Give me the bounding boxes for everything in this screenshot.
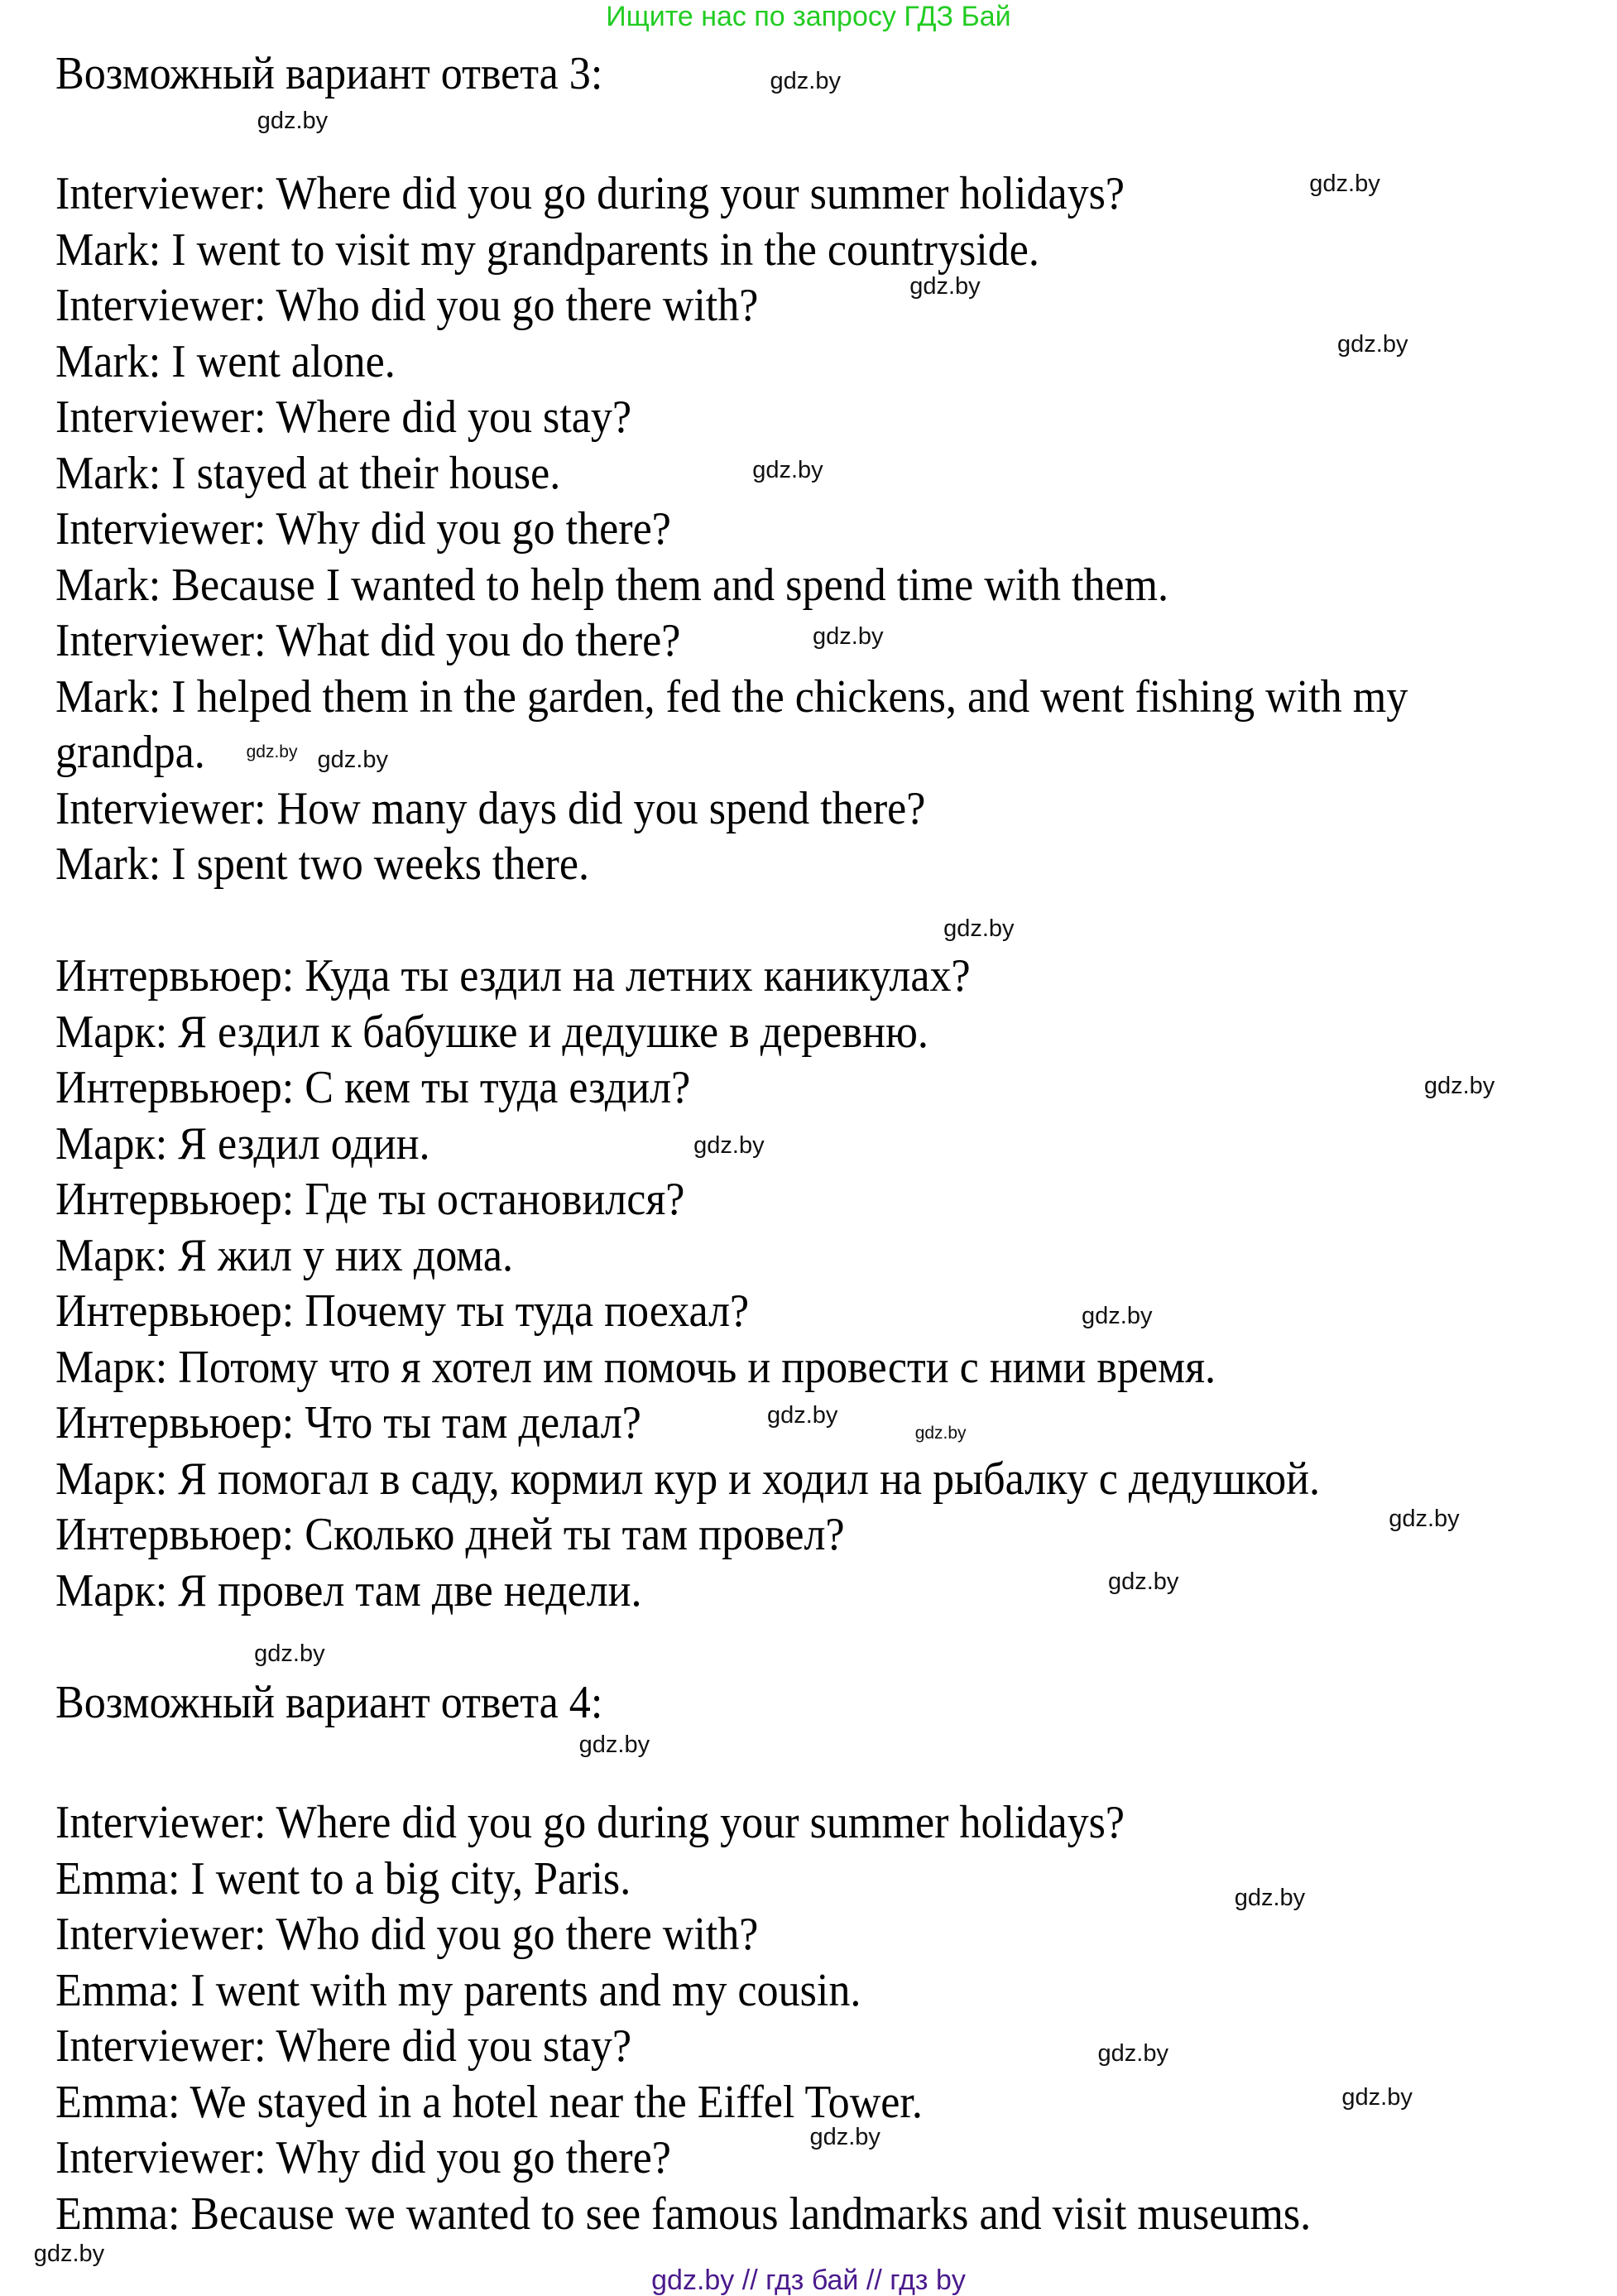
section-heading: Возможный вариант ответа 4: — [55, 1676, 603, 1728]
dialogue-line: Interviewer: Where did you go during your summer holidays? — [55, 1797, 1125, 1849]
watermark: gdz.by — [1389, 1505, 1460, 1532]
dialogue-line: Mark: I stayed at their house. — [55, 447, 561, 499]
dialogue-line: grandpa. — [55, 727, 205, 779]
watermark: gdz.by — [1423, 1073, 1495, 1100]
dialogue-line: Emma: We stayed in a hotel near the Eiffel Tower. — [55, 2076, 923, 2128]
dialogue-line: Interviewer: Who did you go there with? — [55, 280, 759, 332]
dialogue-line: Interviewer: Where did you stay? — [55, 2020, 632, 2073]
dialogue-line: Mark: I spent two weeks there. — [55, 838, 590, 891]
watermark: gdz.by — [257, 107, 329, 134]
dialogue-line: Interviewer: Who did you go there with? — [55, 1909, 759, 1961]
dialogue-line: Интервьюер: Сколько дней ты там провел? — [55, 1509, 845, 1561]
watermark: gdz.by — [33, 2240, 105, 2267]
watermark: gdz.by — [1097, 2040, 1169, 2068]
dialogue-line: Интервьюер: С кем ты туда ездил? — [55, 1062, 691, 1114]
watermark: gdz.by — [578, 1732, 650, 1759]
watermark: gdz.by — [1082, 1302, 1153, 1329]
dialogue-line: Mark: Because I wanted to help them and spend time with them. — [55, 559, 1169, 611]
search-banner: Ищите нас по запросу ГДЗ Бай — [606, 1, 1011, 32]
dialogue-line: Марк: Я помогал в саду, кормил кур и ходил на рыбалку с дедушкой. — [55, 1453, 1321, 1505]
dialogue-line: Interviewer: How many days did you spend there? — [55, 782, 926, 834]
dialogue-line: Interviewer: Why did you go there? — [55, 503, 671, 555]
dialogue-line: Mark: I went alone. — [55, 335, 396, 387]
dialogue-line: Марк: Я ездил к бабушке и дедушке в деревню. — [55, 1006, 928, 1058]
dialogue-line: Интервьюер: Что ты там делал? — [55, 1397, 641, 1449]
watermark: gdz.by — [770, 67, 841, 94]
dialogue-line: Интервьюер: Куда ты ездил на летних каникулах? — [55, 950, 971, 1002]
dialogue-line: Mark: I helped them in the garden, fed the chickens, and went fishing with my — [55, 670, 1408, 723]
dialogue-line: Emma: I went with my parents and my cousin. — [55, 1964, 861, 2016]
watermark: gdz.by — [1341, 2084, 1413, 2111]
dialogue-line: Interviewer: What did you do there? — [55, 615, 681, 667]
watermark: gdz.by — [752, 457, 823, 484]
watermark: gdz.by — [1309, 171, 1380, 197]
watermark: gdz.by — [317, 747, 388, 774]
dialogue-line: Марк: Я ездил один. — [55, 1117, 430, 1170]
watermark: gdz.by — [1234, 1884, 1306, 1911]
dialogue-line: Interviewer: Where did you go during your summer holidays? — [55, 168, 1125, 220]
dialogue-line: Марк: Я жил у них дома. — [55, 1229, 514, 1281]
dialogue-line: Interviewer: Where did you stay? — [55, 391, 632, 444]
footer-links[interactable]: gdz.by // гдз бай // гдз by — [651, 2265, 966, 2296]
watermark: gdz.by — [246, 742, 298, 762]
dialogue-line: Emma: I went to a big city, Paris. — [55, 1852, 631, 1905]
dialogue-line: Интервьюер: Почему ты туда поехал? — [55, 1285, 750, 1338]
dialogue-line: Марк: Я провел там две недели. — [55, 1564, 642, 1616]
watermark: gdz.by — [766, 1402, 838, 1429]
watermark: gdz.by — [1107, 1568, 1179, 1595]
section-heading: Возможный вариант ответа 3: — [55, 47, 603, 99]
watermark: gdz.by — [693, 1131, 765, 1159]
dialogue-line: Mark: I went to visit my grandparents in the countryside. — [55, 223, 1039, 276]
dialogue-line: Марк: Потому что я хотел им помочь и провести с ними время. — [55, 1341, 1216, 1393]
watermark: gdz.by — [909, 273, 981, 300]
dialogue-line: Interviewer: Why did you go there? — [55, 2132, 671, 2184]
watermark: gdz.by — [1337, 330, 1408, 358]
watermark: gdz.by — [809, 2124, 880, 2151]
dialogue-line: Emma: Because we wanted to see famous landmarks and visit museums. — [55, 2188, 1312, 2240]
watermark: gdz.by — [254, 1640, 325, 1667]
dialogue-line: Интервьюер: Где ты остановился? — [55, 1174, 685, 1226]
watermark: gdz.by — [914, 1423, 967, 1443]
watermark: gdz.by — [943, 915, 1015, 943]
watermark: gdz.by — [813, 623, 884, 650]
